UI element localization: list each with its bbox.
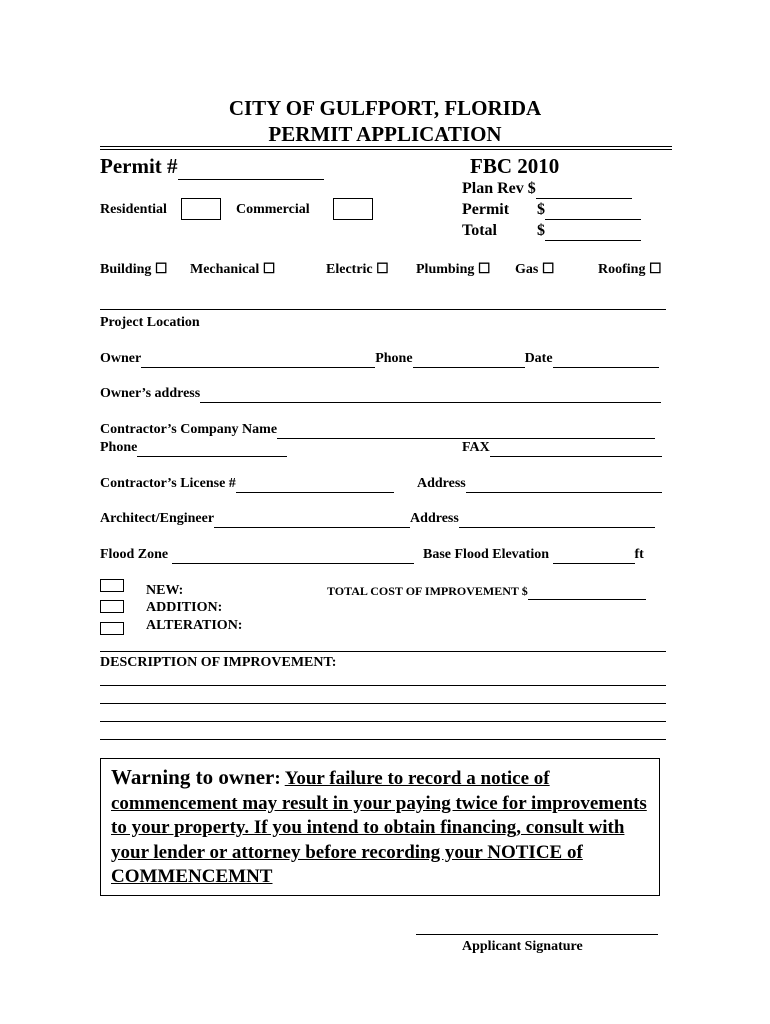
plan-rev-blank[interactable] <box>536 180 632 199</box>
permit-number-blank[interactable] <box>178 154 324 180</box>
total-cost-label: TOTAL COST OF IMPROVEMENT $ <box>327 584 528 598</box>
owner-phone-label: Phone <box>375 351 413 366</box>
contractor-phone-row[interactable] <box>100 440 287 457</box>
total-dollar: $ <box>537 222 545 239</box>
license-label: Contractor’s License # <box>100 476 236 491</box>
gas-checkbox[interactable]: Gas ☐ <box>515 262 555 277</box>
addition-label: ADDITION: <box>146 600 223 615</box>
new-label: NEW: <box>146 583 184 598</box>
license-row[interactable] <box>100 476 394 493</box>
architect-row[interactable] <box>100 511 655 528</box>
contractor-company-input[interactable] <box>277 422 655 439</box>
fax-label: FAX <box>462 440 490 455</box>
license-input[interactable] <box>236 476 394 493</box>
total-cost-row[interactable] <box>327 584 646 600</box>
contractor-company-label: Contractor’s Company Name <box>100 422 278 437</box>
owner-phone-input[interactable] <box>413 351 525 368</box>
fax-input[interactable] <box>490 440 662 457</box>
plan-rev-label: Plan Rev $ <box>462 180 536 197</box>
description-label: DESCRIPTION OF IMPROVEMENT: <box>100 655 337 670</box>
architect-input[interactable] <box>214 511 410 528</box>
form-title: PERMIT APPLICATION <box>268 122 502 146</box>
alteration-checkbox[interactable] <box>100 622 124 635</box>
base-flood-label: Base Flood Elevation <box>423 547 550 562</box>
mechanical-checkbox[interactable]: Mechanical ☐ <box>190 262 276 277</box>
description-line-3[interactable] <box>100 721 666 722</box>
permit-fee-label: Permit <box>462 201 510 218</box>
flood-zone-input[interactable] <box>172 547 414 564</box>
building-checkbox[interactable]: Building ☐ <box>100 262 168 277</box>
residential-checkbox[interactable] <box>181 198 221 220</box>
divider-rule <box>100 309 666 310</box>
total-fee-amount[interactable] <box>537 222 641 241</box>
description-top-rule <box>100 651 666 652</box>
total-fee-label: Total <box>462 222 497 239</box>
project-location-label: Project Location <box>100 315 200 330</box>
owner-label: Owner <box>100 351 142 366</box>
description-line-1[interactable] <box>100 685 666 686</box>
contractor-phone-input[interactable] <box>137 440 287 457</box>
residential-label: Residential <box>100 202 167 217</box>
contractor-address-label: Address <box>417 476 466 491</box>
total-fee-blank[interactable] <box>545 222 641 241</box>
flood-zone-row[interactable] <box>100 547 414 564</box>
commercial-checkbox[interactable] <box>333 198 373 220</box>
code-edition: FBC 2010 <box>470 154 560 178</box>
commercial-label: Commercial <box>236 202 310 217</box>
header-rule <box>100 146 672 147</box>
contractor-phone-label: Phone <box>100 440 138 455</box>
architect-address-input[interactable] <box>459 511 655 528</box>
city-title: CITY OF GULFPORT, FLORIDA <box>228 96 542 120</box>
base-flood-input[interactable] <box>553 547 635 564</box>
owner-row[interactable] <box>100 351 659 368</box>
date-label: Date <box>524 351 553 366</box>
alteration-label: ALTERATION: <box>146 618 243 633</box>
plumbing-checkbox[interactable]: Plumbing ☐ <box>416 262 491 277</box>
total-cost-input[interactable] <box>528 584 646 600</box>
header-rule-2 <box>100 149 672 150</box>
permit-fee-blank[interactable] <box>545 201 641 220</box>
contractor-address-input[interactable] <box>466 476 662 493</box>
plan-rev-field[interactable] <box>462 180 632 199</box>
owners-address-label: Owner’s address <box>100 386 201 401</box>
warning-lead: Warning to owner <box>111 765 275 789</box>
base-flood-row[interactable] <box>423 547 644 564</box>
owners-address-row[interactable] <box>100 386 661 403</box>
permit-number-label: Permit # <box>100 154 178 178</box>
flood-zone-label: Flood Zone <box>100 547 169 562</box>
permit-fee-field[interactable] <box>462 201 509 219</box>
date-input[interactable] <box>553 351 659 368</box>
architect-address-label: Address <box>410 511 459 526</box>
owners-address-input[interactable] <box>200 386 661 403</box>
warning-box <box>100 758 660 896</box>
description-line-4[interactable] <box>100 739 666 740</box>
owner-input[interactable] <box>141 351 375 368</box>
architect-label: Architect/Engineer <box>100 511 215 526</box>
new-checkbox[interactable] <box>100 579 124 592</box>
warning-text-block <box>111 765 651 890</box>
ft-label: ft <box>634 547 644 562</box>
signature-label: Applicant Signature <box>462 939 583 954</box>
roofing-checkbox[interactable]: Roofing ☐ <box>598 262 662 277</box>
permit-dollar: $ <box>537 201 545 218</box>
contractor-company-row[interactable] <box>100 422 655 439</box>
signature-line[interactable] <box>416 934 658 935</box>
electric-checkbox[interactable]: Electric ☐ <box>326 262 389 277</box>
warning-body: Your failure to record a notice of commencement may result in your paying twice for improvements to your property. If you intend to obtain financing, consult with your lender or attorney before recording your NOTICE of COMMENCEMNT <box>111 768 647 887</box>
description-line-2[interactable] <box>100 703 666 704</box>
addition-checkbox[interactable] <box>100 600 124 613</box>
permit-number-field[interactable] <box>100 154 324 180</box>
warning-colon: : <box>274 768 285 789</box>
fax-row[interactable] <box>462 440 662 457</box>
contractor-address-row[interactable] <box>417 476 662 493</box>
permit-fee-amount[interactable] <box>537 201 641 220</box>
